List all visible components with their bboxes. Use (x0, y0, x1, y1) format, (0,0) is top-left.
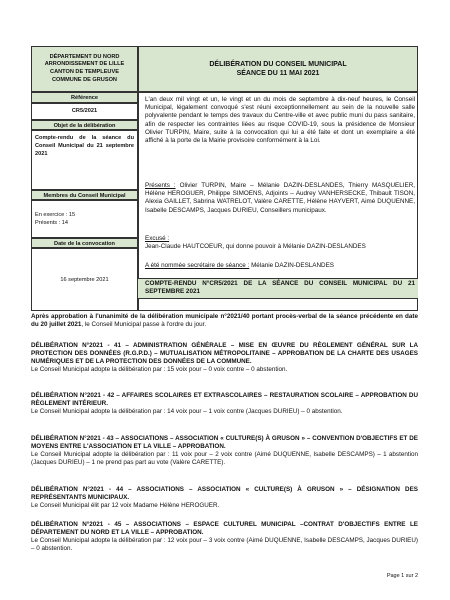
presents-block (145, 182, 415, 215)
deliberation-44 (31, 486, 418, 510)
object-value: Compte-rendu de la séance du Conseil Municipal du 21 septembre 2021 (31, 130, 138, 190)
header-line-commune: COMMUNE DE GRUSON (52, 76, 117, 83)
intro-paragraph: L'an deux mil vingt et un, le vingt et un du mois de septembre à dix-neuf heures, le Conseil Municipal, légalement convoqué s'est réuni exceptionnellement au sein de la nouvelle salle polyvalente pendant le temps des travaux du Centre-ville et avec public muni du pass sanitaire, afin de respecter les contraintes liées au risque COVID-19, sous la présidence de Monsieur Olivier TURPIN, Maire, suite à la convocation qui lui a été faite et dont un exemplaire a été affiché à la porte de la Mairie provisoire conformément à la Loi. (145, 96, 415, 145)
deliberation-title: DÉLIBÉRATION N°2021 - 43 – ASSOCIATIONS – ASSOCIATION « CULTURE(S) À GRUSON » – CONVENTION D'OBJECTIFS ET DE MOYENS ENTRE L'ASSOCIATION ET LA VILLE – APPROBATION. (31, 435, 418, 451)
presents-text: Olivier TURPIN, Maire – Mélanie DAZIN-DESLANDES, Thierry MASQUELIER, Hélène HEROGUER, Philippe SIMOENS, Adjoints – Audrey VANHERSECKE, Thibault TISON, Alexia GAILLET, Sabrina WATRELOT, Valère CARETTE, Hélène HAYVERT, Aimé DUQUENNE, Isabelle DESCAMPS, Jacques DURIEU, Conseillers municipaux. (145, 182, 416, 214)
deliberation-result: Le Conseil Municipal adopte la délibération par : 11 voix pour – 2 voix contre (Aimé DUQUENNE, Isabelle DESCAMPS) – 1 abstention (Jacques DURIEU) – 1 ne prend pas part au vote (Valère CARETTE). (31, 451, 418, 467)
page-number: Page 1 sur 2 (386, 573, 418, 579)
header-line-canton: CANTON DE TEMPLEUVE (50, 69, 119, 75)
header-line-arrondissement: ARRONDISSEMENT DE LILLE (44, 61, 125, 68)
excuse-label: Excusé : (145, 235, 170, 242)
excuse-block (145, 235, 415, 251)
deliberation-42 (31, 392, 418, 416)
cr-title: COMPTE-RENDU N°CR5/2021 DE LA SÉANCE DU CONSEIL MUNICIPAL DU 21 SEPTEMBRE 2021 (145, 280, 415, 296)
members-exercice: En exercice : 15 (35, 212, 76, 218)
secretary-text: Mélanie DAZIN-DESLANDES (251, 262, 334, 269)
deliberation-title: DÉLIBÉRATION N°2021 - 42 – AFFAIRES SCOLAIRES ET EXTRASCOLAIRES – RESTAURATION SCOLAIRE – APPROBATION DU RÈGLEMENT INTÉRIEUR. (31, 392, 418, 408)
deliberation-41 (31, 342, 418, 374)
deliberation-title: DÉLIBÉRATION N°2021 - 44 – ASSOCIATIONS – ASSOCIATION « CULTURE(S) À GRUSON » – DÉSIGNATION DES REPRÉSENTANTS MUNICIPAUX. (31, 486, 418, 502)
page-subtitle: SÉANCE DU 11 MAI 2021 (236, 70, 320, 77)
presents-label: Présents : (145, 182, 176, 189)
deliberation-45 (31, 521, 418, 553)
deliberation-result: Le Conseil Municipal adopte la délibération par : 15 voix pour – 0 voix contre – 0 abstention. (31, 366, 288, 374)
deliberation-title: DÉLIBÉRATION N°2021 - 41 – ADMINISTRATION GÉNÉRALE – MISE EN ŒUVRE DU RÈGLEMENT GÉNÉRAL SUR LA PROTECTION DES DONNÉES (R.G.P.D.) – MUTUALISATION MÉTROPOLITAINE – APPROBATION DE LA CHARTE DES USAGES NUMÉRIQUES ET DE LA PROTECTION DES DONNÉES DE LA COMMUNE. (31, 342, 418, 366)
deliberation-43 (31, 435, 418, 467)
header-title-block (138, 46, 418, 92)
deliberation-result: Le Conseil Municipal adopte la délibération par : 12 voix pour – 3 voix contre (Aimé DUQUENNE, Isabelle DESCAMPS, Jacques DURIEU) – 0 abstention. (31, 537, 418, 553)
deliberation-title: DÉLIBÉRATION N°2021 - 45 – ASSOCIATIONS – ESPACE CULTUREL MUNICIPAL –CONTRAT D'OBJECTIFS ENTRE LE DÉPARTEMENT DU NORD ET LA VILLE – APPROBATION. (31, 521, 418, 537)
convocation-label: Date de la convocation (31, 238, 138, 248)
reference-value: CR5/2021 (31, 103, 138, 120)
approval-text: Après approbation à l'unanimité de la délibération municipale n°2021/40 portant procès-verbal de la séance précédente en date du 20 juillet 2021 (31, 313, 418, 329)
members-label: Membres du Conseil Municipal (31, 190, 138, 200)
header-line-departement: DÉPARTEMENT DU NORD (49, 53, 120, 60)
page-title: DÉLIBÉRATION DU CONSEIL MUNICIPAL (209, 60, 347, 68)
members-presents: Présents : 14 (35, 220, 68, 226)
members-counts (31, 200, 138, 238)
approval-paragraph (31, 313, 418, 329)
convocation-value: 16 septembre 2021 (31, 248, 138, 311)
header-administrative-block (31, 46, 138, 92)
approval-suffix: , le Conseil Municipal passe à l'ordre du jour. (81, 321, 207, 329)
deliberation-result: Le Conseil Municipal élit par 12 voix Madame Hélène HEROGUER. (31, 502, 220, 510)
object-label: Objet de la délibération (31, 120, 138, 130)
reference-label: Référence (31, 92, 138, 103)
secretary-label: A été nommée secrétaire de séance : (145, 262, 250, 269)
excuse-text: Jean-Claude HAUTCOEUR, qui donne pouvoir à Mélanie DAZIN-DESLANDES (145, 243, 366, 251)
secretary-block (145, 262, 415, 270)
deliberation-result: Le Conseil Municipal adopte la délibération par : 14 voix pour – 1 voix contre (Jacques DURIEU) – 0 abstention. (31, 408, 343, 416)
